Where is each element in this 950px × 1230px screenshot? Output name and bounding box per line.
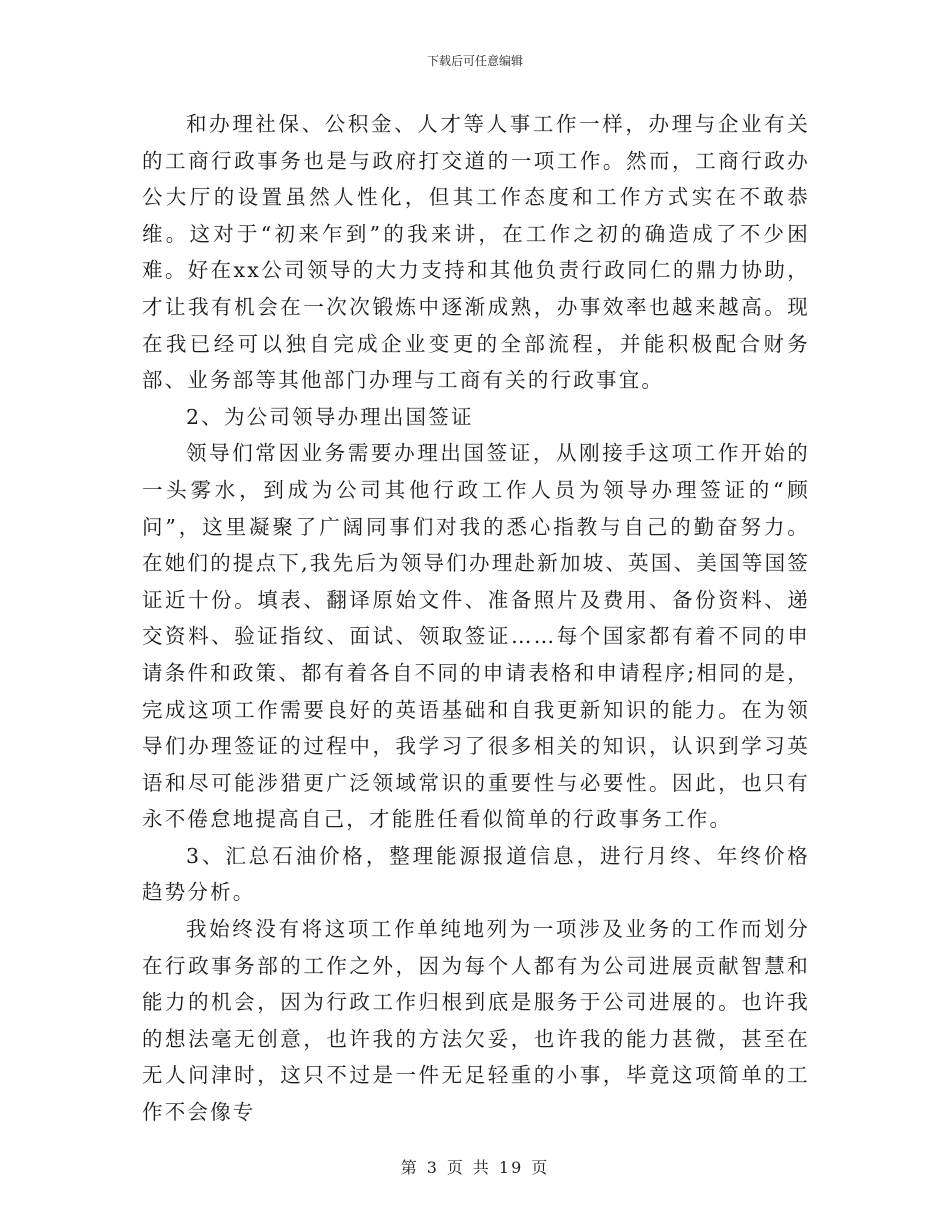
footer-page-unit: 页 bbox=[446, 1158, 465, 1177]
document-body bbox=[142, 106, 810, 1131]
heading-visa-processing: 2、为公司领导办理出国签证 bbox=[186, 404, 474, 429]
footer-total-word: 共 bbox=[472, 1158, 491, 1177]
footer-total-unit: 页 bbox=[531, 1158, 550, 1177]
paragraph-oil-price-analysis: 我始终没有将这项工作单纯地列为一项涉及业务的工作而划分在行政事务部的工作之外，因为每个人都有为公司进展贡献智慧和能力的机会，因为行政工作归根到底是服务于公司进展的。也许我的想法毫无创意，也许我的方法欠妥，也许我的能力甚微，甚至在无人问津时，这只不过是一件无足轻重的小事，毕竟这项简单的工作不会像专 bbox=[142, 917, 810, 1125]
current-page-number: 3 bbox=[426, 1158, 439, 1177]
paragraph-business-affairs: 和办理社保、公积金、人才等人事工作一样，办理与企业有关的工商行政事务也是与政府打交道的一项工作。然而，工商行政办公大厅的设置虽然人性化，但其工作态度和工作方式实在不敢恭维。这对于“初来乍到”的我来讲，在工作之初的确造成了不少困难。好在xx公司领导的大力支持和其他负责行政同仁的鼎力协助，才让我有机会在一次次锻炼中逐渐成熟，办事效率也越来越高。现在我已经可以独自完成企业变更的全部流程，并能积极配合财务部、业务部等其他部门办理与工商有关的行政事宜。 bbox=[142, 112, 810, 393]
footer-prefix: 第 bbox=[400, 1158, 419, 1177]
page-header: 下载后可任意编辑 bbox=[426, 54, 523, 68]
paragraph-visa-processing: 领导们常因业务需要办理出国签证，从刚接手这项工作开始的一头雾水，到成为公司其他行政工作人员为领导办理签证的“顾问”，这里凝聚了广阔同事们对我的悉心指教与自己的勤奋努力。在她们的提点下,我先后为领导们办理赴新加坡、英国、美国等国签证近十份。填表、翻译原始文件、准备照片及费用、备份资料、递交资料、验证指纹、面试、领取签证……每个国家都有着不同的申请条件和政策、都有着各自不同的申请表格和申请程序;相同的是，完成这项工作需要良好的英语基础和自我更新知识的能力。在为领导们办理签证的过程中，我学习了很多相关的知识，认识到学习英语和尽可能涉猎更广泛领域常识的重要性与必要性。因此，也只有永不倦怠地提高自己，才能胜任看似简单的行政事务工作。 bbox=[142, 441, 810, 832]
heading-oil-price-analysis: 3、汇总石油价格，整理能源报道信息，进行月终、年终价格趋势分析。 bbox=[142, 843, 810, 905]
total-page-count: 19 bbox=[498, 1158, 524, 1177]
page-footer bbox=[0, 1155, 950, 1178]
